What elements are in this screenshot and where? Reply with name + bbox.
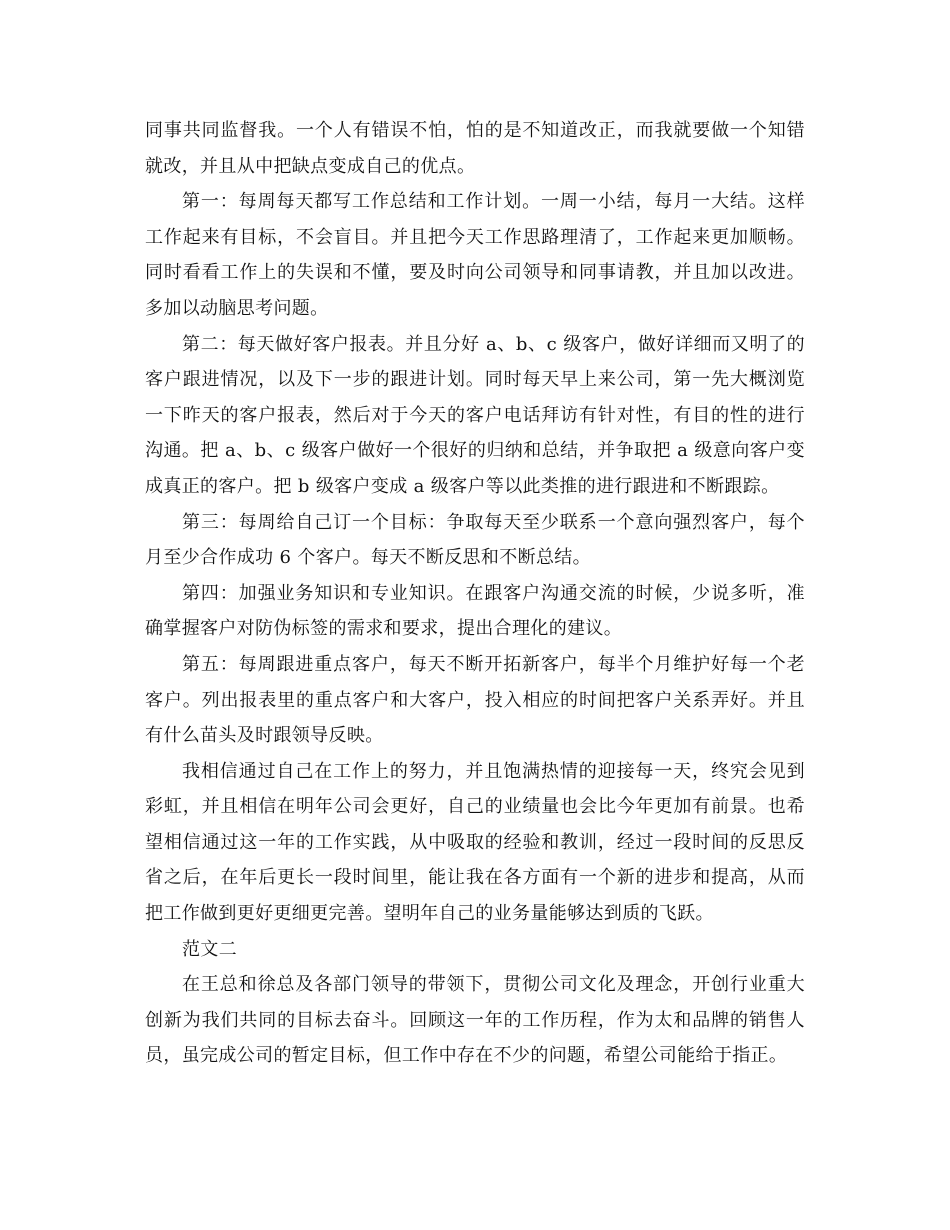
paragraph-point-two: 第二：每天做好客户报表。并且分好 a、b、c 级客户，做好详细而又明了的客户跟进情况，以及下一步的跟进计划。同时每天早上来公司，第一先大概浏览一下昨天的客户报表，然后对于今天的客户电话拜访有针对性，有目的性的进行沟通。把 a、b、c 级客户做好一个很好的归纳和总结，并争取把 a 级意向客户变成真正的客户。把 b 级客户变成 a 级客户等以此类推的进行跟进和不断跟踪。 [145,333,805,497]
paragraph-point-five: 第五：每周跟进重点客户，每天不断开拓新客户，每半个月维护好每一个老客户。列出报表里的重点客户和大客户，投入相应的时间把客户关系弄好。并且有什么苗头及时跟领导反映。 [145,653,805,747]
document-body [145,113,805,1074]
paragraph-continuation: 同事共同监督我。一个人有错误不怕，怕的是不知道改正，而我就要做一个知错就改，并且从中把缺点变成自己的优点。 [145,120,805,177]
section-heading-sample-two: 范文二 [182,938,238,960]
paragraph-point-three: 第三：每周给自己订一个目标：争取每天至少联系一个意向强烈客户，每个月至少合作成功 6 个客户。每天不断反思和不断总结。 [145,511,805,569]
paragraph-point-one: 第一：每周每天都写工作总结和工作计划。一周一小结，每月一大结。这样工作起来有目标，不会盲目。并且把今天工作思路理清了，工作起来更加顺畅。同时看看工作上的失误和不懂，要及时向公司领导和同事请教，并且加以改进。多加以动脑思考问题。 [145,191,805,319]
paragraph-point-four: 第四：加强业务知识和专业知识。在跟客户沟通交流的时候，少说多听，准确掌握客户对防伪标签的需求和要求，提出合理化的建议。 [145,582,805,640]
paragraph-conclusion: 我相信通过自己在工作上的努力，并且饱满热情的迎接每一天，终究会见到彩虹，并且相信在明年公司会更好，自己的业绩量也会比今年更加有前景。也希望相信通过这一年的工作实践，从中吸取的经验和教训，经过一段时间的反思反省之后，在年后更长一段时间里，能让我在各方面有一个新的进步和提高，从而把工作做到更好更细更完善。望明年自己的业务量能够达到质的飞跃。 [145,760,805,925]
paragraph-sample-two-intro: 在王总和徐总及各部门领导的带领下，贯彻公司文化及理念，开创行业重大创新为我们共同的目标去奋斗。回顾这一年的工作历程，作为太和品牌的销售人员，虽完成公司的暂定目标，但工作中存在不少的问题，希望公司能给于指正。 [145,974,805,1067]
